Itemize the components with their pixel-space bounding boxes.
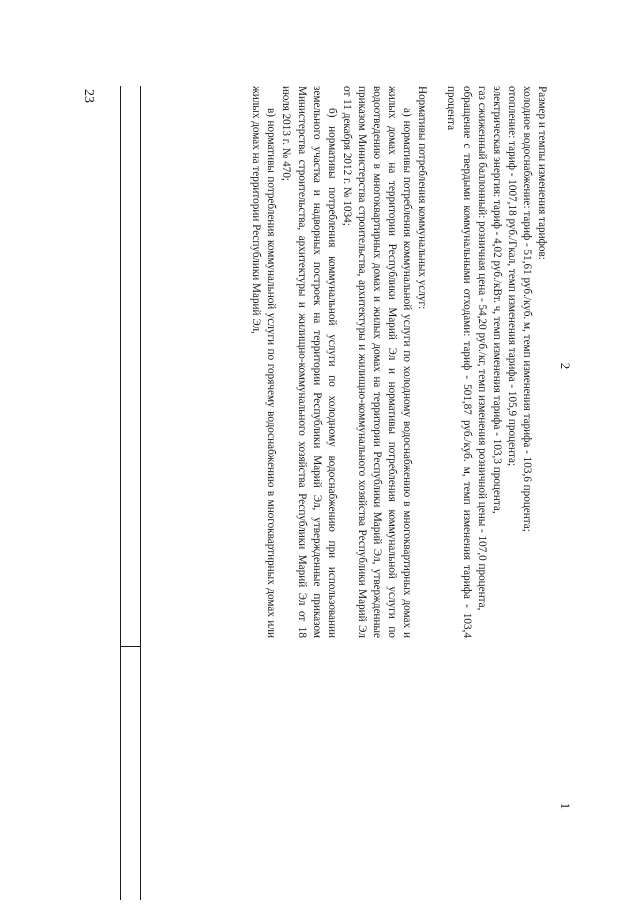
table-content [120,86,575,886]
norm-item-b: б) нормативы потребления коммунальной услуги по холодному водоснабжению при использовании земельного участка и надворных построек на территории Республики Марий Эл, утвержденные приказом Министерства строительства, архитектуры и жилищно-коммунального хозяйства Республики Марий Эл от 18 июля 2013 г. № 470; [280,86,338,638]
tariff-heating: отопление: тариф - 1007,18 руб./Гкал, темп изменения тарифа - 105,9 процента; [505,86,518,467]
tariff-cold-water: холодное водоснабжение: тариф - 51,61 руб./куб. м, темп изменения тарифа - 103,6 процента; [520,86,533,532]
tariff-gas: газ сжиженный баллонный: розничная цена - 54,20 руб./кг, темп изменения розничной цены - 107,0 процента, [475,86,488,611]
table-cell-text [248,86,549,638]
norm-item-c: в) нормативы потребления коммунальной услуги по горячему водоснабжению в многоквартирных домах или жилых домах на территории Республики Марий Эл, [250,86,278,638]
norm-item-a: а) нормативы потребления коммунальной услуги по холодному водоснабжению в многоквартирных домах и жилых домах на территории Республики Марий Эл и нормативы потребления коммунальной услуги по водоотведению в многоквартирных домах и жилых домах на территории Республики Марий Эл, утвержденные приказом Министерства строительства, архитектуры и жилищно-коммунального хозяйства Республики Марий Эл от 11 декабря 2012 г. № 1034; [340,86,414,638]
rotated-table [120,86,575,886]
page-number: 23 [81,89,96,103]
tariff-waste: обращение с твердыми коммунальными отходами: тариф - 501,87 руб./куб. м, темп изменения тарифа - 103,4 процента [445,86,473,638]
column-2-header: 2 [558,362,573,370]
paragraph-gap [429,86,443,638]
tariff-electricity: электрическая энергия: тариф - 4,02 руб./кВт. ч, темп изменения тарифа - 103,3 процента, [490,86,503,514]
tariffs-heading: Размер и темпы изменения тарифов: [536,86,548,260]
column-1-header: 1 [558,802,573,810]
norms-heading: Нормативы потребления коммунальных услуг: [416,86,429,310]
